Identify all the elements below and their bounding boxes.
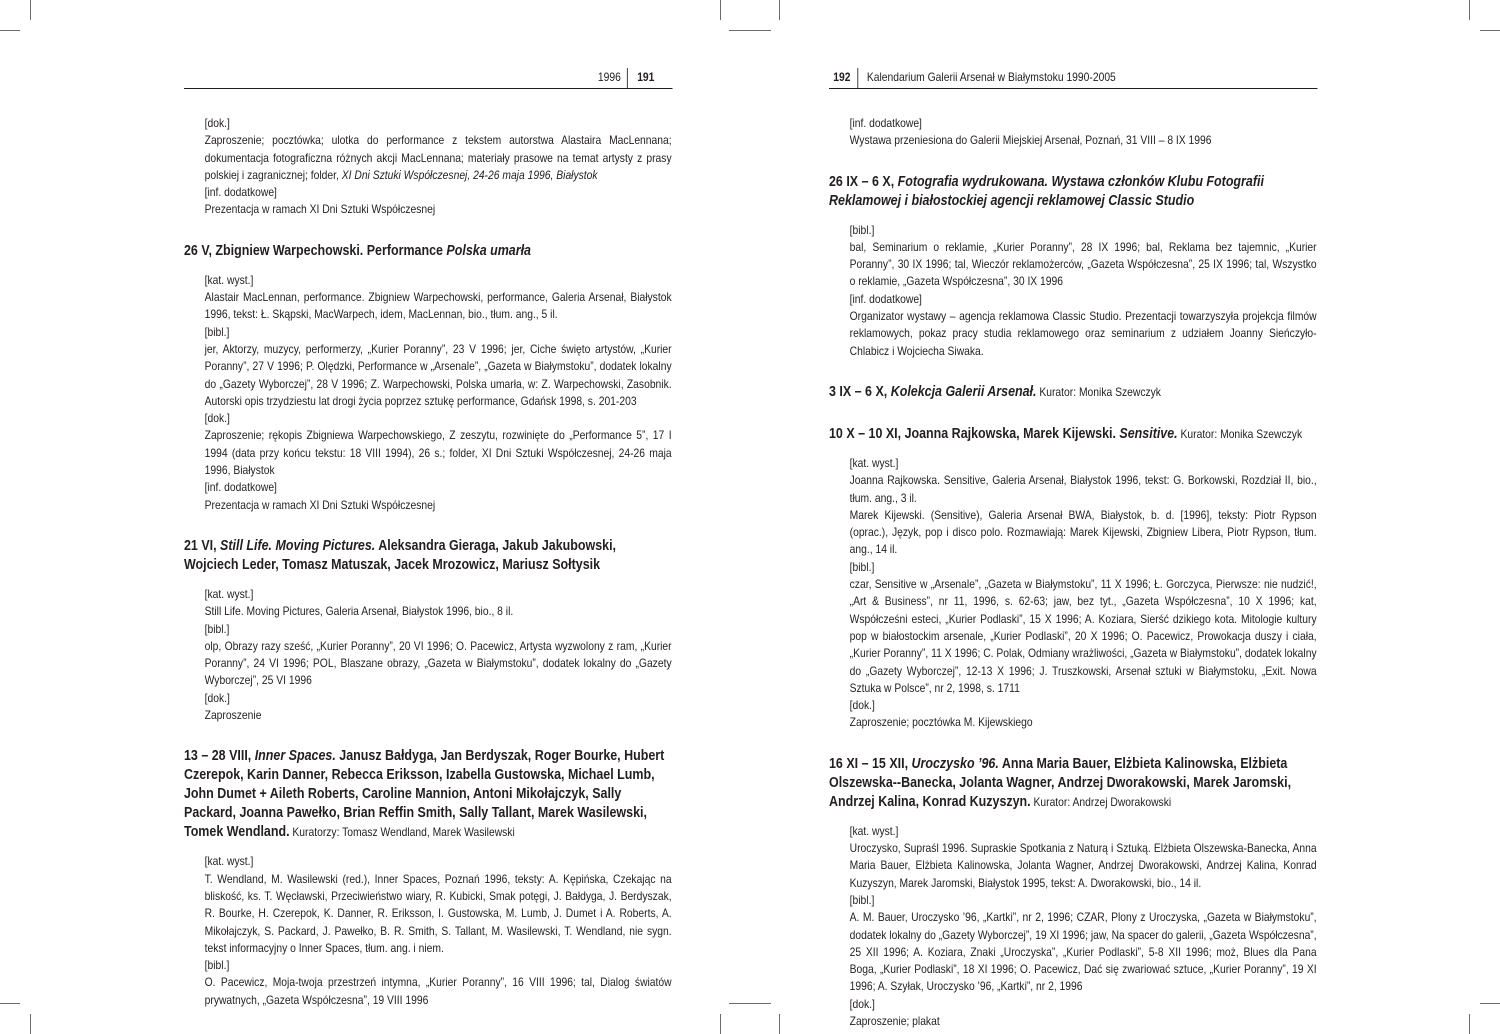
- text-column: [829, 115, 1317, 1030]
- detail-text: A. M. Bauer, Uroczysko ’96, „Kartki”, nr 2, 1996; CZAR, Plony z Uroczyska, „Gazeta w Białymstoku”, dodatek lokalny do „Gazety Wyborczej”, 19 XI 1996; jaw, Na spacer do galerii, „Gazeta Współczesna”, 25 XII 1996; A. Koziara, Znaki „Uroczyska”, „Kurier Podlaski”, 5-8 XII 1996; moż, Blues dla Pana Boga, „Kurier Podlaski”, 18 XI 1996; O. Pacewicz, Dać się zwariować sztuce, „Kurier Poranny”, 19 XI 1996; A. Szyłak, Uroczysko ’96, „Kartki”, nr 2, 1996: [849, 910, 1317, 994]
- entry-title: Sensitive.: [1119, 425, 1178, 442]
- entry-title: Kolekcja Galerii Arsenał.: [890, 383, 1037, 400]
- detail-text-part: Zaproszenie; pocztówka; ulotka do performance z tekstem autorstwa Alastaira MacLennana; dokumentacja fotograficzna różnych akcji MacLennana; materiały prasowe na temat artysty z prasy polskiej i zagranicznej; folder,: [204, 133, 672, 182]
- calendar-entry: [184, 537, 672, 724]
- section-label: [bibl.]: [849, 559, 875, 574]
- section-label: [kat. wyst.]: [849, 823, 899, 838]
- section-label: [205, 184, 672, 201]
- entry-date-artist: 16 XI – 15 XII,: [829, 755, 912, 772]
- entry-details: [850, 823, 1317, 1031]
- entry-heading: [829, 755, 1317, 812]
- section-label: [dok.]: [204, 411, 230, 426]
- running-head-title: Kalendarium Galerii Arsenał w Białymstoku 1990-2005: [866, 70, 1116, 84]
- detail-text: jer, Aktorzy, muzycy, performerzy, „Kurier Poranny”, 23 V 1996; jer, Ciche święto artystów, „Kurier Poranny”, 27 V 1996; P. Olędzki, Performance w „Arsenale”, „Gazeta w Białymstoku”, dodatek lokalny do „Gazety Wyborczej”, 28 V 1996; Z. Warpechowski, Polska umarła, w: Z. Warpechowski, Zasobnik. Autorski opis trzydziestu lat drogi życia poprzez sztukę performance, Gdańsk 1998, s. 201-203: [204, 341, 672, 408]
- detail-text: Zaproszenie: [204, 708, 262, 723]
- detail-text: Joanna Rajkowska. Sensitive, Galeria Arsenał, Białystok 1996, tekst: G. Borkowski, Rozdział II, bio., tłum. ang., 3 il.: [849, 473, 1317, 505]
- detail-text-part: Prezentacja w ramach XI Dni Sztuki Współczesnej: [204, 202, 436, 217]
- calendar-entry: [184, 747, 672, 1009]
- page-number: 192: [833, 70, 851, 84]
- entry-date-artist: 10 X – 10 XI, Joanna Rajkowska, Marek Kijewski.: [829, 425, 1120, 442]
- section-label: [bibl.]: [204, 958, 230, 973]
- calendar-entry: [184, 242, 672, 514]
- entry-date-artist: 13 – 28 VIII,: [184, 748, 255, 765]
- entry-heading: [829, 383, 1317, 402]
- section-label: [dok.]: [849, 698, 875, 713]
- detail-text: Marek Kijewski. (Sensitive), Galeria Arsenał BWA, Białystok, b. d. [1996], teksty: Piotr Rypson (oprac.), Język, pop i disco polo. Rozmawiają: Marek Kijewski, Zbigniew Libera, Piotr Rypson, tłum. ang., 14 il.: [849, 507, 1317, 557]
- detail-text-part: [dok.]: [204, 116, 230, 130]
- running-head-divider: [627, 68, 628, 88]
- detail-text: olp, Obrazy razy sześć, „Kurier Poranny”, 20 VI 1996; O. Pacewicz, Artysta wyzwolony z ram, „Kurier Poranny”, 24 VI 1996; POL, Blaszane obrazy, „Gazeta w Białymstoku”, dodatek lokalny do „Gazety Wyborczej”, 25 VI 1996: [204, 638, 672, 688]
- section-label: [bibl.]: [204, 621, 230, 636]
- section-label: [bibl.]: [204, 324, 230, 339]
- detail-text: Zaproszenie; pocztówka M. Kijewskiego: [849, 715, 1033, 730]
- intro-block: [205, 115, 672, 219]
- detail-text: T. Wendland, M. Wasilewski (red.), Inner Spaces, Poznań 1996, teksty: A. Kępińska, Czekając na bliskość, ks. T. Węcławski, Przeciwieństwo wiary, R. Kubicki, Smak potęgi, J. Bałdyga, J. Berdyszak, R. Bourke, H. Czerepok, K. Danner, R. Eriksson, I. Gustowska, M. Lumb, J. Dumet i A. Roberts, A. Mikołajczyk, S. Packard, J. Pawełko, B. R. Smith, S. Tallant, M. Wasilewski, T. Wendland, nie sygn. tekst informacyjny o Inner Spaces, tłum. ang. i niem.: [204, 871, 672, 955]
- entry-title: Still Life. Moving Pictures.: [220, 537, 376, 554]
- section-label: [kat. wyst.]: [204, 586, 254, 601]
- running-head: [829, 70, 1317, 89]
- entry-date-artist: 26 V, Zbigniew Warpechowski. Performance: [184, 242, 447, 259]
- entry-details: [850, 455, 1317, 732]
- intro-block: [850, 115, 1317, 150]
- entry-title: Fotografia wydrukowana. Wystawa członków Klubu Fotografii Reklamowej i białostockiej agencji reklamowej Classic Studio: [829, 173, 1264, 209]
- detail-text: Wystawa przeniesiona do Galerii Miejskiej Arsenał, Poznań, 31 VIII – 8 IX 1996: [849, 133, 1212, 148]
- running-head-year: 1996: [597, 70, 621, 84]
- calendar-entry: [829, 383, 1317, 402]
- detail-text: [205, 201, 672, 218]
- detail-text: Still Life. Moving Pictures, Galeria Arsenał, Białystok 1996, bio., 8 il.: [204, 604, 514, 619]
- section-label: [kat. wyst.]: [204, 854, 254, 869]
- entry-title: Inner Spaces.: [254, 748, 336, 765]
- calendar-entry: [829, 755, 1317, 1031]
- detail-text: Zaproszenie; rękopis Zbigniewa Warpechowskiego, Z zeszytu, rozwinięte do „Performance 5”, 17 I 1994 (data przy końcu tekstu: 18 VIII 1994), 26 s.; folder, XI Dni Sztuki Współczesnej, 24-26 maja 1996, Białystok: [204, 428, 672, 478]
- section-label: [205, 115, 672, 132]
- calendar-entry: [829, 173, 1317, 360]
- text-column: [184, 115, 672, 1009]
- entry-artists: Janusz Bałdyga, Jan Berdyszak, Roger Bourke, Hubert Czerepok, Karin Danner, Rebecca Eriksson, Izabella Gustowska, Michael Lumb, John Dumet + Aileth Roberts, Caroline Mannion, Antoni Mikołajczyk, Sally Packard, Joanna Pawełko, Brian Reffin Smith, Sally Tallant, Marek Wasilewski, Tomek Wendland.: [184, 748, 665, 841]
- entry-artists: Aleksandra Gieraga, Jakub Jakubowski, Wojciech Leder, Tomasz Matuszak, Jacek Mrozowicz, Mariusz Sołtysik: [184, 537, 617, 573]
- detail-text: O. Pacewicz, Moja-twoja przestrzeń intymna, „Kurier Poranny”, 16 VIII 1996; tal, Dialog światów prywatnych, „Gazeta Współczesna”, 19 VIII 1996: [204, 975, 672, 1007]
- entry-date-artist: 26 IX – 6 X,: [829, 173, 898, 190]
- detail-text: Prezentacja w ramach XI Dni Sztuki Współczesnej: [204, 497, 436, 512]
- section-label: [kat. wyst.]: [204, 272, 254, 287]
- entry-details: [205, 853, 672, 1009]
- entry-heading: [829, 425, 1317, 444]
- entry-curator: Kuratorzy: Tomasz Wendland, Marek Wasilewski: [289, 825, 515, 840]
- detail-text: czar, Sensitive w „Arsenale”, „Gazeta w Białymstoku”, 11 X 1996; Ł. Gorczyca, Pierwsze: nie nudzić!, „Art & Business”, nr 11, 1996, s. 62-63; jaw, bez tyt., „Gazeta Współczesna”, 10 X 1996; kat, Współcześni esteci, „Kurier Podlaski”, 15 X 1996; A. Koziara, Sierść dzikiego kota. Mitologie kultury pop w białostockim arsenale, „Kurier Podlaski”, 20 X 1996; O. Pacewicz, Prowokacja duszy i ciała, „Kurier Poranny”, 11 X 1996; C. Polak, Odmiany wrażliwości, „Gazeta w Białymstoku”, dodatek lokalny do „Gazety Wyborczej”, 12-13 X 1996; J. Truszkowski, Arsenał sztuki w Białymstoku, „Exit. Nowa Sztuka w Polsce”, nr 2, 1998, s. 1711: [849, 577, 1317, 695]
- section-label: [bibl.]: [849, 222, 875, 237]
- section-label: [bibl.]: [849, 892, 875, 907]
- right-page: [750, 0, 1500, 1034]
- entry-curator: Kurator: Monika Szewczyk: [1036, 384, 1161, 399]
- running-head-divider: [857, 68, 858, 88]
- entry-heading: [184, 747, 672, 842]
- page-number: 191: [637, 70, 655, 84]
- entry-curator: Kurator: Andrzej Dworakowski: [1030, 794, 1172, 809]
- entry-curator: Kurator: Monika Szewczyk: [1177, 426, 1303, 441]
- entry-details: [850, 222, 1317, 360]
- section-label: [kat. wyst.]: [849, 455, 899, 470]
- entry-date-artist: 3 IX – 6 X,: [829, 383, 891, 400]
- entry-heading: [829, 173, 1317, 211]
- entry-date-artist: 21 VI,: [184, 537, 221, 554]
- detail-text: [205, 132, 672, 184]
- entry-artists: Anna Maria Bauer, Elżbieta Kalinowska, Elżbieta Olszewska--Banecka, Jolanta Wagner, Andrzej Dworakowski, Marek Jaromski, Andrzej Kalina, Konrad Kuzyszyn.: [829, 755, 1292, 810]
- entry-heading: [184, 242, 672, 261]
- entry-details: [205, 586, 672, 724]
- section-label: [dok.]: [204, 690, 230, 705]
- calendar-entry: [829, 425, 1317, 732]
- detail-text: Zaproszenie; plakat: [849, 1013, 940, 1028]
- detail-text: bal, Seminarium o reklamie, „Kurier Poranny”, 28 IX 1996; bal, Reklama bez tajemnic, „Kurier Poranny”, 30 IX 1996; tal, Wieczór reklamożerców, „Gazeta Współczesna”, 25 IX 1996; tal, Wszystko o reklamie, „Gazeta Współczesna”, 30 IX 1996: [849, 239, 1317, 289]
- running-head: [184, 70, 672, 89]
- entry-title: Polska umarła: [446, 242, 531, 259]
- detail-text: Organizator wystawy – agencja reklamowa Classic Studio. Prezentacji towarzyszyła projekcja filmów reklamowych, pokaz pracy studia reklamowego oraz seminarium z udziałem Joanny Sieńczyło-Chlabicz i Wojciecha Siwaka.: [849, 309, 1317, 358]
- detail-text: Uroczysko, Supraśl 1996. Supraskie Spotkania z Naturą i Sztuką. Elżbieta Olszewska-Banecka, Anna Maria Bauer, Elżbieta Kalinowska, Jolanta Wagner, Andrzej Dworakowski, Andrzej Kalina, Konrad Kuzyszyn, Marek Jaromski, Białystok 1995, tekst: A. Dworakowski, bio., 14 il.: [849, 841, 1317, 890]
- entry-title: Uroczysko ’96.: [911, 755, 999, 772]
- entry-heading: [184, 537, 672, 575]
- section-label: [inf. dodatkowe]: [849, 291, 922, 306]
- detail-text-italic: XI Dni Sztuki Współczesnej, 24-26 maja 1996, Białystok: [341, 167, 598, 182]
- detail-text: Alastair MacLennan, performance. Zbigniew Warpechowski, performance, Galeria Arsenał, Białystok 1996, tekst: Ł. Skąpski, MacWarpech, idem, MacLennan, bio., tłum. ang., 5 il.: [204, 290, 672, 322]
- section-label: [inf. dodatkowe]: [849, 116, 922, 130]
- section-label: [inf. dodatkowe]: [204, 480, 277, 495]
- section-label: [dok.]: [849, 996, 875, 1011]
- detail-text-part: [inf. dodatkowe]: [204, 185, 277, 200]
- entry-details: [205, 272, 672, 514]
